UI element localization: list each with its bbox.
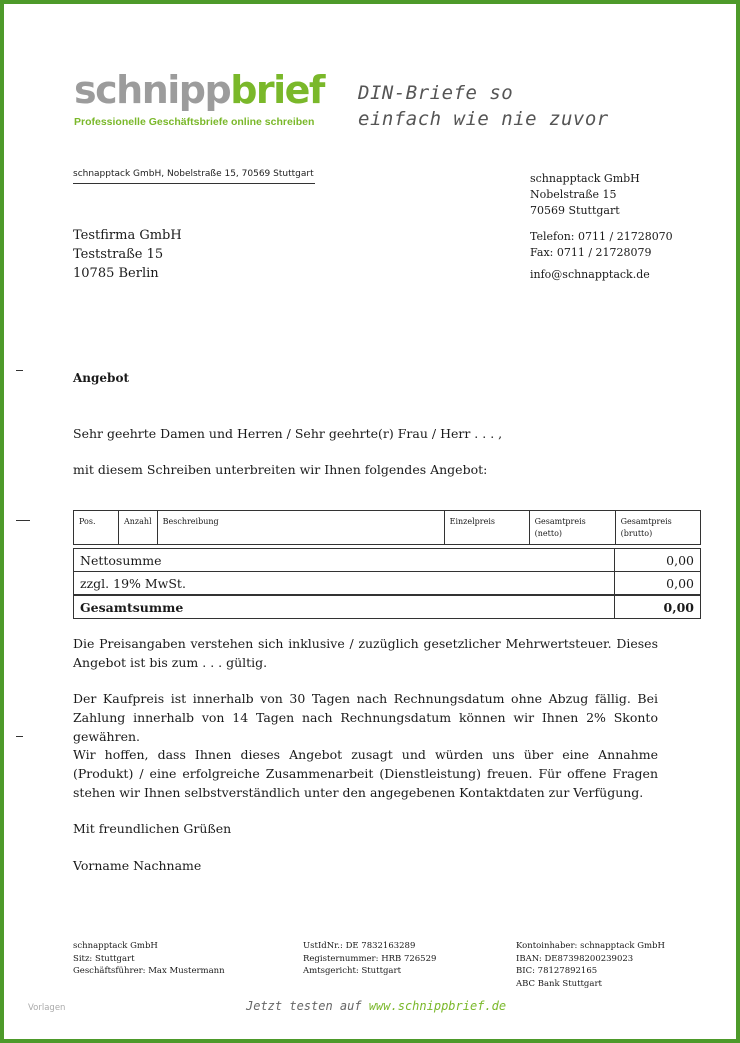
signer-name: Vorname Nachname [73,858,202,873]
logo-word-part1: schnipp [74,68,231,112]
footer-bank: ABC Bank Stuttgart [516,978,602,989]
header-anzahl: Anzahl [119,511,158,545]
cta-prefix: Jetzt testen auf [246,999,362,1013]
brand-logo [74,68,324,128]
sender-city: 70569 Stuttgart [530,204,620,217]
paragraph-closing-text: Wir hoffen, dass Ihnen dieses Angebot zusagt und würden uns über eine Annahme (Produkt) / eine erfolgreiche Zusammenarbeit (Dienstleistung) freuen. Für offene Fragen stehen wir Ihnen selbstverständlich unter den angegebenen Kontaktdaten zur Verfügung. [73,747,658,800]
header-gesamt-brutto-1: Gesamtpreis [620,517,672,526]
footer-account-holder: Kontoinhaber: schnapptack GmbH [516,941,665,951]
gesamt-label: Gesamtsumme [74,595,615,619]
header-gesamt-brutto-2: (brutto) [620,529,653,538]
totals-table [73,548,701,619]
items-table [73,510,701,545]
cta-line [246,999,506,1013]
footer-ceo: Geschäftsführer: Max Mustermann [73,966,225,976]
watermark-text: Vorlagen [28,1003,66,1013]
logo-word-part2: brief [230,68,324,112]
recipient-street: Teststraße 15 [73,247,164,262]
logo-subtitle: Professionelle Geschäftsbriefe online schreiben [74,116,315,128]
closing-greeting: Mit freundlichen Grüßen [73,821,232,836]
subject-line: Angebot [73,371,129,385]
recipient-city: 10785 Berlin [73,266,159,281]
footer-col-bank [516,940,665,990]
tagline-line-2: einfach wie nie zuvor [358,108,609,130]
header-gesamt-brutto [615,511,700,545]
header-pos: Pos. [74,511,119,545]
totals-row-gesamt [74,595,701,619]
cta-link[interactable]: www.schnippbrief.de [368,999,507,1013]
sender-phone: Telefon: 0711 / 21728070 [530,230,673,243]
footer-registry: Registernummer: HRB 726529 [303,953,437,964]
footer-vat: UstIdNr.: DE 7832163289 [303,941,416,951]
footer-col-register [303,940,436,978]
header-beschreibung: Beschreibung [157,511,444,545]
footer-bic: BIC: 78127892165 [516,966,598,976]
logo-wordmark [74,68,324,112]
fold-mark-top [16,370,23,371]
sender-company: schnapptack GmbH [530,172,640,185]
totals-row-netto [74,549,701,572]
sender-email: info@schnapptack.de [530,268,650,281]
recipient-company: Testfirma GmbH [73,228,182,243]
footer-col-company [73,940,225,978]
netto-label: Nettosumme [74,549,615,572]
tagline [358,80,609,132]
sender-fax: Fax: 0711 / 21728079 [530,246,652,259]
recipient-address [73,226,182,283]
header-gesamt-netto-1: Gesamtpreis [534,517,586,526]
sender-return-line: schnapptack GmbH, Nobelstraße 15, 70569 Stuttgart [73,169,315,184]
totals-row-mwst [74,572,701,596]
header-gesamt-netto-2: (netto) [534,529,562,538]
fold-mark-bottom [16,736,23,737]
header-gesamt-netto [529,511,615,545]
paragraph-prices: Die Preisangaben verstehen sich inklusive / zuzüglich gesetzlicher Mehrwertsteuer. Dieses Angebot ist bis zum . . . gültig. [73,636,658,670]
salutation: Sehr geehrte Damen und Herren / Sehr geehrte(r) Frau / Herr . . . , [73,426,503,441]
gesamt-value: 0,00 [615,595,701,619]
header-einzelpreis: Einzelpreis [444,511,529,545]
sender-contact-block [530,171,673,283]
paragraph-payment: Der Kaufpreis ist innerhalb von 30 Tagen nach Rechnungsdatum ohne Abzug fällig. Bei Zahlung innerhalb von 14 Tagen nach Rechnungsdatum können wir Ihnen 2% Skonto gewähren. [73,691,658,744]
netto-value: 0,00 [615,549,701,572]
intro-text: mit diesem Schreiben unterbreiten wir Ihnen folgendes Angebot: [73,462,488,477]
tagline-line-1: DIN-Briefe so [358,82,514,104]
footer-company: schnapptack GmbH [73,941,158,951]
footer-iban: IBAN: DE87398200239023 [516,953,634,964]
mwst-value: 0,00 [615,572,701,596]
footer-seat: Sitz: Stuttgart [73,953,135,964]
mwst-label: zzgl. 19% MwSt. [74,572,615,596]
footer-court: Amtsgericht: Stuttgart [303,966,401,976]
items-header-row [74,511,701,545]
punch-mark [16,520,30,521]
sender-street: Nobelstraße 15 [530,188,617,201]
